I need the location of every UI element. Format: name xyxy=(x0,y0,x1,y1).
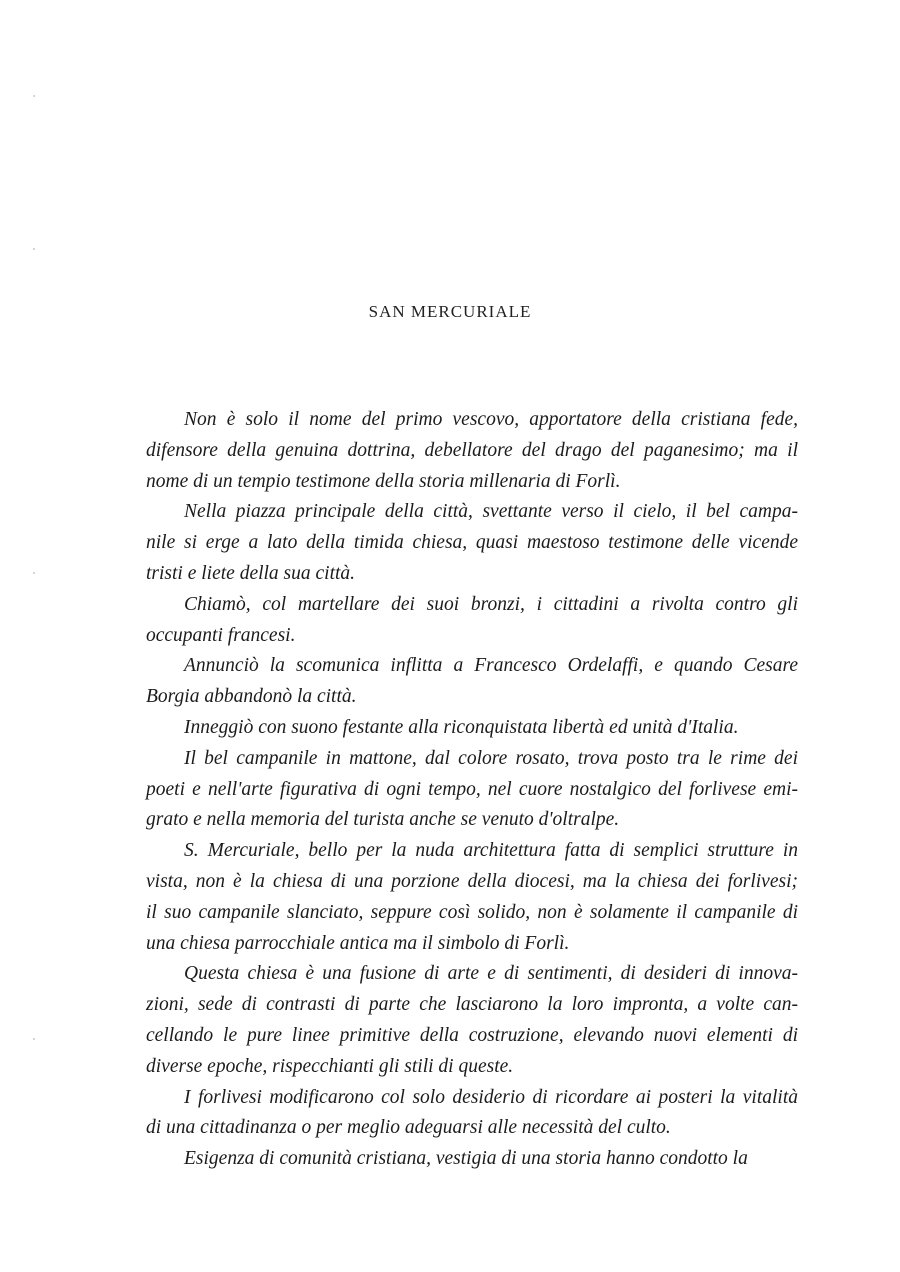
text-line: Nella piazza principale della città, svettante verso il cielo, il bel campa- xyxy=(184,501,798,523)
paragraph xyxy=(146,713,798,744)
text-line: poeti e nell'arte figurativa di ogni tempo, nel cuore nostalgico del forlivese emi- xyxy=(146,778,798,800)
paragraph xyxy=(146,959,798,1082)
text-line: zioni, sede di contrasti di parte che lasciarono la loro impronta, a volte can- xyxy=(146,994,798,1016)
text-line: diverse epoche, rispecchianti gli stili di queste. xyxy=(146,1055,514,1077)
text-line: I forlivesi modificarono col solo desiderio di ricordare ai posteri la vitalità xyxy=(184,1086,798,1108)
text-line: Annunciò la scomunica inflitta a Francesco Ordelaffi, e quando Cesare xyxy=(184,655,798,677)
text-line: cellando le pure linee primitive della costruzione, elevando nuovi elementi di xyxy=(146,1024,798,1046)
paragraph xyxy=(146,1144,798,1175)
text-line: nome di un tempio testimone della storia millenaria di Forlì. xyxy=(146,470,621,492)
page-title: SAN MERCURIALE xyxy=(368,302,532,321)
paragraph xyxy=(146,590,798,652)
text-line: Non è solo il nome del primo vescovo, apportatore della cristiana fede, xyxy=(184,409,798,430)
text-line: Inneggiò con suono festante alla riconquistata libertà ed unità d'Italia. xyxy=(184,716,739,738)
text-line: grato e nella memoria del turista anche se venuto d'oltralpe. xyxy=(146,809,620,831)
text-line: Questa chiesa è una fusione di arte e di sentimenti, di desideri di innova- xyxy=(184,963,798,985)
text-line: occupanti francesi. xyxy=(146,624,296,646)
scan-speck xyxy=(33,95,35,97)
text-line: Borgia abbandonò la città. xyxy=(146,686,357,708)
text-line: Chiamò, col martellare dei suoi bronzi, i cittadini a rivolta contro gli xyxy=(184,593,798,615)
paragraph xyxy=(146,744,798,836)
paragraph xyxy=(146,836,798,959)
text-line: Il bel campanile in mattone, dal colore rosato, trova posto tra le rime dei xyxy=(184,747,798,769)
text-line: il suo campanile slanciato, seppure così solido, non è solamente il campanile di xyxy=(146,901,798,923)
text-line: difensore della genuina dottrina, debellatore del drago del paganesimo; ma il xyxy=(146,439,798,461)
text-line: Esigenza di comunità cristiana, vestigia di una storia hanno condotto la xyxy=(184,1148,748,1170)
text-line: tristi e liete della sua città. xyxy=(146,562,356,584)
scan-speck xyxy=(33,1038,35,1040)
text-line: di una cittadinanza o per meglio adeguarsi alle necessità del culto. xyxy=(146,1117,671,1139)
body-text xyxy=(146,405,798,1175)
paragraph xyxy=(146,497,798,589)
scan-speck xyxy=(33,248,35,250)
paragraph xyxy=(146,1083,798,1145)
text-line: S. Mercuriale, bello per la nuda architettura fatta di semplici strutture in xyxy=(184,840,798,862)
scan-speck xyxy=(33,572,35,574)
text-line: una chiesa parrocchiale antica ma il simbolo di Forlì. xyxy=(146,932,570,954)
text-line: nile si erge a lato della timida chiesa, quasi maestoso testimone delle vicende xyxy=(146,532,798,554)
paragraph xyxy=(146,405,798,497)
paragraph xyxy=(146,651,798,713)
text-line: vista, non è la chiesa di una porzione della diocesi, ma la chiesa dei forlivesi; xyxy=(146,870,798,892)
